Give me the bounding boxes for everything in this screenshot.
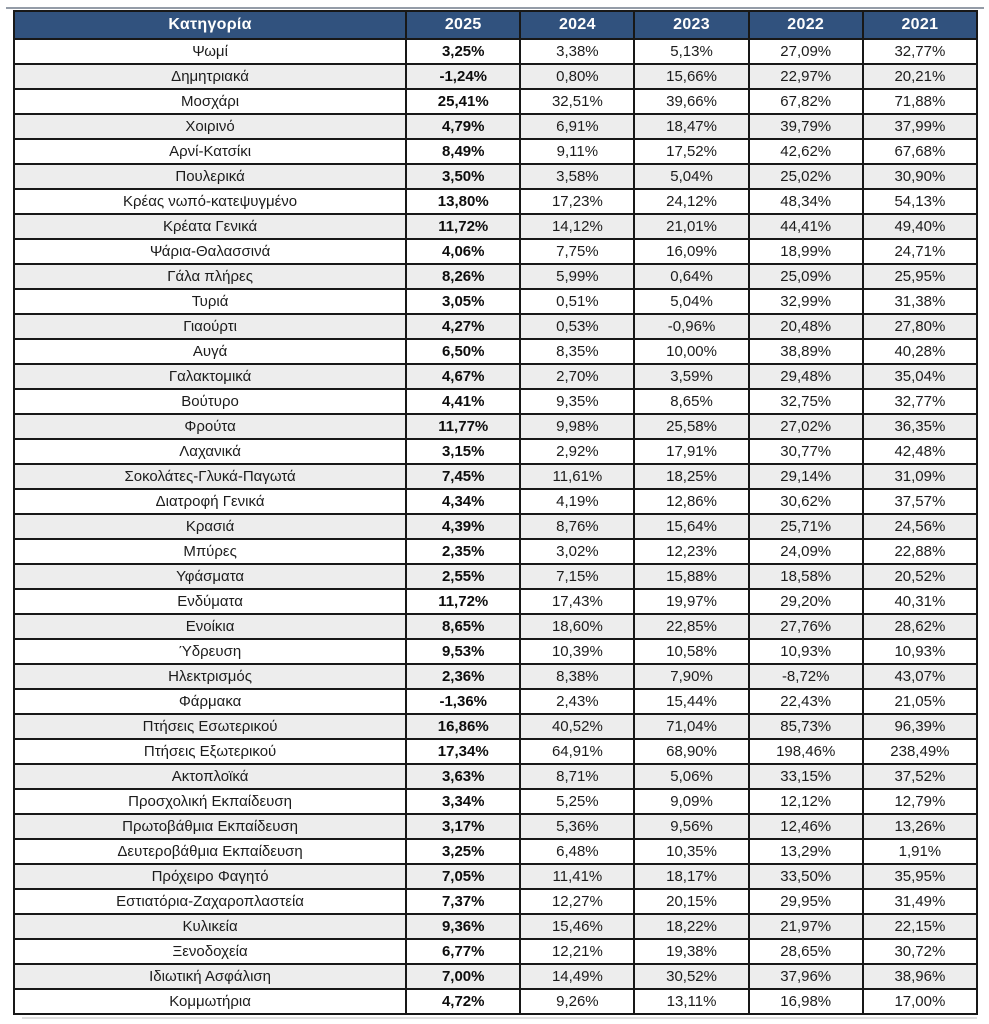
value-cell: 71,88% xyxy=(863,89,977,114)
table-row xyxy=(14,889,977,914)
value-cell: 25,58% xyxy=(634,414,748,439)
category-cell: Κρέας νωπό-κατεψυγμένο xyxy=(14,189,406,214)
value-cell: 3,34% xyxy=(406,789,520,814)
table-row xyxy=(14,364,977,389)
category-cell: Προσχολική Εκπαίδευση xyxy=(14,789,406,814)
value-cell: 22,43% xyxy=(749,689,863,714)
value-cell: 8,65% xyxy=(406,614,520,639)
category-cell: Πτήσεις Εσωτερικού xyxy=(14,714,406,739)
category-cell: Ξενοδοχεία xyxy=(14,939,406,964)
value-cell: 29,14% xyxy=(749,464,863,489)
value-cell: 31,09% xyxy=(863,464,977,489)
value-cell: 85,73% xyxy=(749,714,863,739)
value-cell: 17,00% xyxy=(863,989,977,1014)
value-cell: 3,58% xyxy=(520,164,634,189)
value-cell: 18,58% xyxy=(749,564,863,589)
column-header-year-2024: 2024 xyxy=(520,11,634,39)
category-cell: Τυριά xyxy=(14,289,406,314)
value-cell: 20,48% xyxy=(749,314,863,339)
value-cell: 18,25% xyxy=(634,464,748,489)
value-cell: 27,09% xyxy=(749,39,863,64)
value-cell: -1,24% xyxy=(406,64,520,89)
value-cell: 21,97% xyxy=(749,914,863,939)
value-cell: 48,34% xyxy=(749,189,863,214)
value-cell: 3,63% xyxy=(406,764,520,789)
category-cell: Φρούτα xyxy=(14,414,406,439)
table-row xyxy=(14,964,977,989)
table-row xyxy=(14,389,977,414)
value-cell: 2,43% xyxy=(520,689,634,714)
value-cell: 4,79% xyxy=(406,114,520,139)
category-cell: Ψάρια-Θαλασσινά xyxy=(14,239,406,264)
value-cell: 37,99% xyxy=(863,114,977,139)
table-row xyxy=(14,164,977,189)
value-cell: 30,52% xyxy=(634,964,748,989)
category-cell: Πουλερικά xyxy=(14,164,406,189)
value-cell: 3,05% xyxy=(406,289,520,314)
value-cell: 6,91% xyxy=(520,114,634,139)
value-cell: 12,46% xyxy=(749,814,863,839)
cropped-table-edge-top xyxy=(6,7,984,9)
value-cell: 20,21% xyxy=(863,64,977,89)
value-cell: 42,48% xyxy=(863,439,977,464)
value-cell: 8,26% xyxy=(406,264,520,289)
value-cell: 8,38% xyxy=(520,664,634,689)
value-cell: 11,41% xyxy=(520,864,634,889)
value-cell: 30,77% xyxy=(749,439,863,464)
value-cell: 67,82% xyxy=(749,89,863,114)
value-cell: 30,90% xyxy=(863,164,977,189)
category-cell: Γάλα πλήρες xyxy=(14,264,406,289)
value-cell: 96,39% xyxy=(863,714,977,739)
value-cell: 15,66% xyxy=(634,64,748,89)
value-cell: 40,28% xyxy=(863,339,977,364)
value-cell: 32,77% xyxy=(863,39,977,64)
value-cell: 33,50% xyxy=(749,864,863,889)
category-cell: Κρασιά xyxy=(14,514,406,539)
category-cell: Ενδύματα xyxy=(14,589,406,614)
table-row xyxy=(14,564,977,589)
category-cell: Ενοίκια xyxy=(14,614,406,639)
value-cell: 32,51% xyxy=(520,89,634,114)
value-cell: 2,55% xyxy=(406,564,520,589)
value-cell: 31,49% xyxy=(863,889,977,914)
category-cell: Μοσχάρι xyxy=(14,89,406,114)
value-cell: 12,23% xyxy=(634,539,748,564)
column-header-year-2022: 2022 xyxy=(749,11,863,39)
value-cell: 8,76% xyxy=(520,514,634,539)
value-cell: 7,90% xyxy=(634,664,748,689)
value-cell: 8,49% xyxy=(406,139,520,164)
table-row xyxy=(14,939,977,964)
value-cell: 43,07% xyxy=(863,664,977,689)
category-cell: Υφάσματα xyxy=(14,564,406,589)
value-cell: 20,15% xyxy=(634,889,748,914)
table-header xyxy=(14,11,977,39)
value-cell: 67,68% xyxy=(863,139,977,164)
value-cell: 27,02% xyxy=(749,414,863,439)
value-cell: 7,75% xyxy=(520,239,634,264)
value-cell: 12,79% xyxy=(863,789,977,814)
table-row xyxy=(14,714,977,739)
value-cell: 16,09% xyxy=(634,239,748,264)
table-row xyxy=(14,689,977,714)
value-cell: 4,41% xyxy=(406,389,520,414)
value-cell: 13,11% xyxy=(634,989,748,1014)
value-cell: 10,93% xyxy=(863,639,977,664)
value-cell: 13,26% xyxy=(863,814,977,839)
value-cell: 18,17% xyxy=(634,864,748,889)
category-cell: Αρνί-Κατσίκι xyxy=(14,139,406,164)
value-cell: 27,80% xyxy=(863,314,977,339)
category-cell: Κυλικεία xyxy=(14,914,406,939)
category-cell: Πρωτοβάθμια Εκπαίδευση xyxy=(14,814,406,839)
table-row xyxy=(14,464,977,489)
value-cell: 49,40% xyxy=(863,214,977,239)
table-row xyxy=(14,989,977,1014)
value-cell: 25,95% xyxy=(863,264,977,289)
inflation-table-container xyxy=(13,10,978,1015)
table-row xyxy=(14,39,977,64)
value-cell: 71,04% xyxy=(634,714,748,739)
category-cell: Δευτεροβάθμια Εκπαίδευση xyxy=(14,839,406,864)
category-cell: Ιδιωτική Ασφάλιση xyxy=(14,964,406,989)
value-cell: 10,93% xyxy=(749,639,863,664)
value-cell: 7,45% xyxy=(406,464,520,489)
value-cell: 22,97% xyxy=(749,64,863,89)
value-cell: 9,35% xyxy=(520,389,634,414)
value-cell: 6,48% xyxy=(520,839,634,864)
table-row xyxy=(14,139,977,164)
value-cell: 13,29% xyxy=(749,839,863,864)
table-header-row xyxy=(14,11,977,39)
value-cell: 40,52% xyxy=(520,714,634,739)
value-cell: 16,86% xyxy=(406,714,520,739)
value-cell: 3,25% xyxy=(406,39,520,64)
value-cell: 44,41% xyxy=(749,214,863,239)
value-cell: 35,04% xyxy=(863,364,977,389)
value-cell: 198,46% xyxy=(749,739,863,764)
table-row xyxy=(14,789,977,814)
column-header-year-2023: 2023 xyxy=(634,11,748,39)
value-cell: 15,46% xyxy=(520,914,634,939)
value-cell: 24,09% xyxy=(749,539,863,564)
value-cell: 9,09% xyxy=(634,789,748,814)
value-cell: 18,22% xyxy=(634,914,748,939)
value-cell: 15,88% xyxy=(634,564,748,589)
value-cell: 18,60% xyxy=(520,614,634,639)
value-cell: 38,96% xyxy=(863,964,977,989)
value-cell: 4,39% xyxy=(406,514,520,539)
table-row xyxy=(14,439,977,464)
value-cell: 29,20% xyxy=(749,589,863,614)
value-cell: 29,95% xyxy=(749,889,863,914)
value-cell: 2,70% xyxy=(520,364,634,389)
value-cell: 4,27% xyxy=(406,314,520,339)
category-cell: Κομμωτήρια xyxy=(14,989,406,1014)
cropped-table-edge-bottom xyxy=(22,1017,977,1019)
table-row xyxy=(14,489,977,514)
value-cell: 9,56% xyxy=(634,814,748,839)
table-row xyxy=(14,314,977,339)
category-cell: Δημητριακά xyxy=(14,64,406,89)
category-cell: Εστιατόρια-Ζαχαροπλαστεία xyxy=(14,889,406,914)
table-row xyxy=(14,189,977,214)
value-cell: 18,47% xyxy=(634,114,748,139)
value-cell: 7,37% xyxy=(406,889,520,914)
value-cell: 3,50% xyxy=(406,164,520,189)
value-cell: 28,62% xyxy=(863,614,977,639)
value-cell: 14,12% xyxy=(520,214,634,239)
value-cell: 24,56% xyxy=(863,514,977,539)
table-row xyxy=(14,664,977,689)
value-cell: 0,51% xyxy=(520,289,634,314)
table-row xyxy=(14,114,977,139)
value-cell: 3,15% xyxy=(406,439,520,464)
value-cell: 11,72% xyxy=(406,589,520,614)
value-cell: 31,38% xyxy=(863,289,977,314)
value-cell: 17,43% xyxy=(520,589,634,614)
value-cell: 22,15% xyxy=(863,914,977,939)
value-cell: 38,89% xyxy=(749,339,863,364)
value-cell: 40,31% xyxy=(863,589,977,614)
value-cell: 5,25% xyxy=(520,789,634,814)
value-cell: 22,88% xyxy=(863,539,977,564)
value-cell: 10,39% xyxy=(520,639,634,664)
value-cell: 9,98% xyxy=(520,414,634,439)
value-cell: 22,85% xyxy=(634,614,748,639)
table-row xyxy=(14,589,977,614)
value-cell: 17,91% xyxy=(634,439,748,464)
table-row xyxy=(14,839,977,864)
value-cell: 25,71% xyxy=(749,514,863,539)
value-cell: -8,72% xyxy=(749,664,863,689)
category-cell: Κρέατα Γενικά xyxy=(14,214,406,239)
table-body xyxy=(14,39,977,1014)
value-cell: 3,38% xyxy=(520,39,634,64)
value-cell: 21,05% xyxy=(863,689,977,714)
category-cell: Ηλεκτρισμός xyxy=(14,664,406,689)
table-row xyxy=(14,339,977,364)
value-cell: 32,75% xyxy=(749,389,863,414)
value-cell: 5,36% xyxy=(520,814,634,839)
value-cell: 13,80% xyxy=(406,189,520,214)
value-cell: 12,86% xyxy=(634,489,748,514)
value-cell: 21,01% xyxy=(634,214,748,239)
inflation-table xyxy=(13,10,978,1015)
value-cell: 3,59% xyxy=(634,364,748,389)
value-cell: 18,99% xyxy=(749,239,863,264)
value-cell: 35,95% xyxy=(863,864,977,889)
category-cell: Διατροφή Γενικά xyxy=(14,489,406,514)
value-cell: 7,05% xyxy=(406,864,520,889)
value-cell: 12,21% xyxy=(520,939,634,964)
value-cell: 68,90% xyxy=(634,739,748,764)
table-row xyxy=(14,814,977,839)
category-cell: Γαλακτομικά xyxy=(14,364,406,389)
category-cell: Ύδρευση xyxy=(14,639,406,664)
value-cell: 3,25% xyxy=(406,839,520,864)
column-header-year-2021: 2021 xyxy=(863,11,977,39)
value-cell: 24,12% xyxy=(634,189,748,214)
value-cell: 19,38% xyxy=(634,939,748,964)
value-cell: 64,91% xyxy=(520,739,634,764)
value-cell: 39,66% xyxy=(634,89,748,114)
value-cell: 24,71% xyxy=(863,239,977,264)
value-cell: 4,19% xyxy=(520,489,634,514)
value-cell: 3,17% xyxy=(406,814,520,839)
value-cell: 11,77% xyxy=(406,414,520,439)
value-cell: 5,06% xyxy=(634,764,748,789)
value-cell: 4,67% xyxy=(406,364,520,389)
value-cell: 30,72% xyxy=(863,939,977,964)
value-cell: 0,80% xyxy=(520,64,634,89)
value-cell: 19,97% xyxy=(634,589,748,614)
value-cell: 6,77% xyxy=(406,939,520,964)
value-cell: 12,12% xyxy=(749,789,863,814)
table-row xyxy=(14,214,977,239)
category-cell: Ψωμί xyxy=(14,39,406,64)
category-cell: Σοκολάτες-Γλυκά-Παγωτά xyxy=(14,464,406,489)
column-header-year-2025: 2025 xyxy=(406,11,520,39)
table-row xyxy=(14,914,977,939)
value-cell: 2,36% xyxy=(406,664,520,689)
value-cell: 0,53% xyxy=(520,314,634,339)
value-cell: 29,48% xyxy=(749,364,863,389)
value-cell: 2,35% xyxy=(406,539,520,564)
value-cell: 10,00% xyxy=(634,339,748,364)
table-row xyxy=(14,289,977,314)
column-header-category: Κατηγορία xyxy=(14,11,406,39)
value-cell: 54,13% xyxy=(863,189,977,214)
table-row xyxy=(14,539,977,564)
value-cell: 8,71% xyxy=(520,764,634,789)
value-cell: 39,79% xyxy=(749,114,863,139)
value-cell: 15,64% xyxy=(634,514,748,539)
value-cell: 2,92% xyxy=(520,439,634,464)
category-cell: Βούτυρο xyxy=(14,389,406,414)
category-cell: Αυγά xyxy=(14,339,406,364)
value-cell: 8,35% xyxy=(520,339,634,364)
value-cell: 37,52% xyxy=(863,764,977,789)
value-cell: 32,77% xyxy=(863,389,977,414)
value-cell: 9,26% xyxy=(520,989,634,1014)
value-cell: 15,44% xyxy=(634,689,748,714)
value-cell: 5,04% xyxy=(634,164,748,189)
table-row xyxy=(14,514,977,539)
table-row xyxy=(14,64,977,89)
table-row xyxy=(14,639,977,664)
table-row xyxy=(14,414,977,439)
value-cell: 5,13% xyxy=(634,39,748,64)
value-cell: 12,27% xyxy=(520,889,634,914)
value-cell: 25,41% xyxy=(406,89,520,114)
value-cell: 36,35% xyxy=(863,414,977,439)
table-row xyxy=(14,89,977,114)
value-cell: 7,15% xyxy=(520,564,634,589)
value-cell: 17,23% xyxy=(520,189,634,214)
category-cell: Ακτοπλοϊκά xyxy=(14,764,406,789)
value-cell: 17,34% xyxy=(406,739,520,764)
category-cell: Λαχανικά xyxy=(14,439,406,464)
value-cell: 5,04% xyxy=(634,289,748,314)
value-cell: 9,11% xyxy=(520,139,634,164)
value-cell: -0,96% xyxy=(634,314,748,339)
value-cell: 11,72% xyxy=(406,214,520,239)
category-cell: Πτήσεις Εξωτερικού xyxy=(14,739,406,764)
value-cell: 27,76% xyxy=(749,614,863,639)
value-cell: 28,65% xyxy=(749,939,863,964)
value-cell: 4,34% xyxy=(406,489,520,514)
table-row xyxy=(14,739,977,764)
value-cell: 7,00% xyxy=(406,964,520,989)
category-cell: Πρόχειρο Φαγητό xyxy=(14,864,406,889)
value-cell: 42,62% xyxy=(749,139,863,164)
value-cell: 1,91% xyxy=(863,839,977,864)
value-cell: 37,57% xyxy=(863,489,977,514)
value-cell: 10,58% xyxy=(634,639,748,664)
value-cell: 33,15% xyxy=(749,764,863,789)
table-row xyxy=(14,864,977,889)
value-cell: 20,52% xyxy=(863,564,977,589)
value-cell: 17,52% xyxy=(634,139,748,164)
value-cell: 25,09% xyxy=(749,264,863,289)
category-cell: Χοιρινό xyxy=(14,114,406,139)
value-cell: 10,35% xyxy=(634,839,748,864)
value-cell: 16,98% xyxy=(749,989,863,1014)
value-cell: 8,65% xyxy=(634,389,748,414)
value-cell: 37,96% xyxy=(749,964,863,989)
category-cell: Μπύρες xyxy=(14,539,406,564)
value-cell: 9,53% xyxy=(406,639,520,664)
value-cell: 30,62% xyxy=(749,489,863,514)
value-cell: 0,64% xyxy=(634,264,748,289)
value-cell: 11,61% xyxy=(520,464,634,489)
value-cell: 238,49% xyxy=(863,739,977,764)
category-cell: Φάρμακα xyxy=(14,689,406,714)
table-row xyxy=(14,614,977,639)
value-cell: 32,99% xyxy=(749,289,863,314)
table-row xyxy=(14,239,977,264)
value-cell: -1,36% xyxy=(406,689,520,714)
value-cell: 4,06% xyxy=(406,239,520,264)
value-cell: 14,49% xyxy=(520,964,634,989)
value-cell: 4,72% xyxy=(406,989,520,1014)
value-cell: 5,99% xyxy=(520,264,634,289)
table-row xyxy=(14,264,977,289)
value-cell: 25,02% xyxy=(749,164,863,189)
value-cell: 3,02% xyxy=(520,539,634,564)
table-row xyxy=(14,764,977,789)
value-cell: 9,36% xyxy=(406,914,520,939)
category-cell: Γιαούρτι xyxy=(14,314,406,339)
value-cell: 6,50% xyxy=(406,339,520,364)
